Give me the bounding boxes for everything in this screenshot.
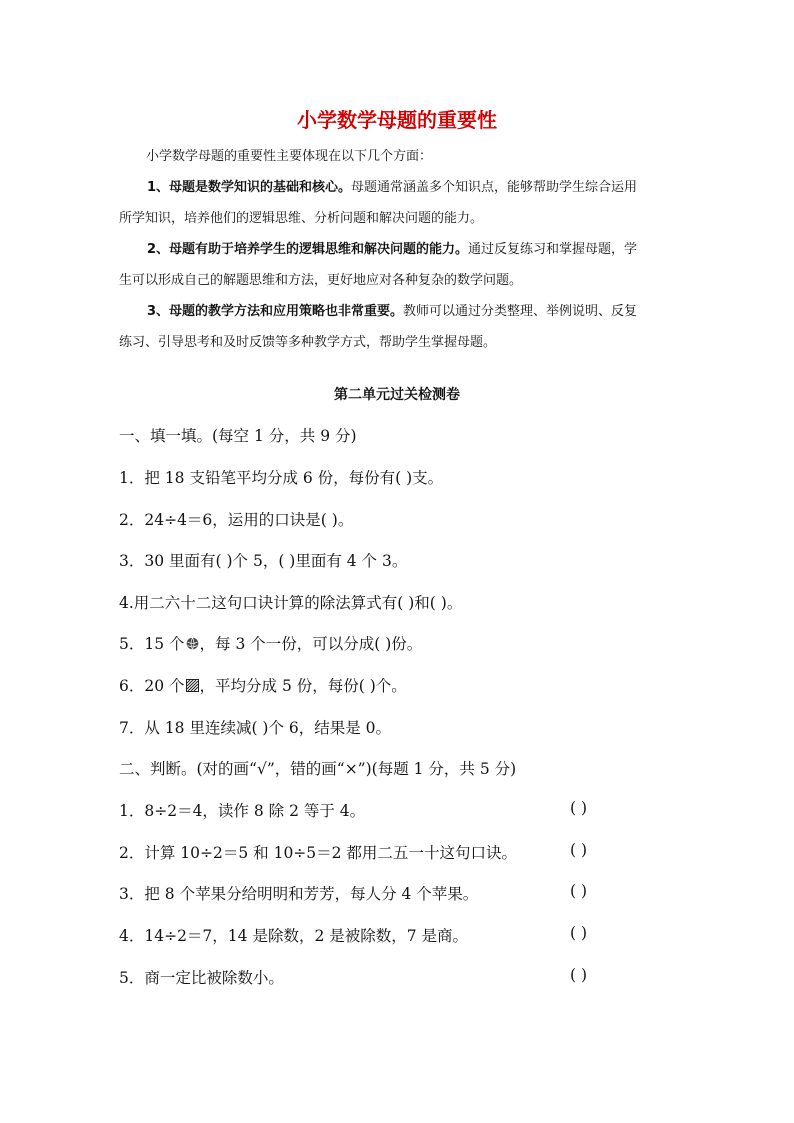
fill-question-5-part-b: ，每 3 个一份，可以分成( )份。 [199,635,423,653]
fill-question-6 [119,674,407,696]
fill-question-6-part-a: 6．20 个 [119,677,185,695]
judge-answer-blank-4: ( ) [570,924,588,942]
fill-question-1: 1．把 18 支铅笔平均分成 6 份，每份有( )支。 [119,469,444,487]
point-2-line2: 生可以形成自己的解题思维和方法，更好地应对各种复杂的数学问题。 [119,273,523,288]
point-1-lead: 1、母题是数学知识的基础和核心。 [147,180,352,195]
intro-text: 小学数学母题的重要性主要体现在以下几个方面： [146,149,433,164]
point-1-line2: 所学知识，培养他们的逻辑思维、分析问题和解决问题的能力。 [119,211,484,226]
page-title: 小学数学母题的重要性 [297,108,497,132]
fill-question-4: 4.用二六十二这句口诀计算的除法算式有( )和( )。 [119,594,463,612]
fill-question-7: 7．从 18 里连续减( )个 6，结果是 0。 [119,719,392,737]
exam-title: 第二单元过关检测卷 [334,387,460,403]
judge-answer-blank-1: ( ) [570,799,588,817]
fill-question-5-part-a: 5．15 个 [119,635,185,653]
judge-answer-blank-2: ( ) [570,841,588,859]
judge-question-3: 3．把 8 个苹果分给明明和芳芳，每人分 4 个苹果。 [119,885,479,903]
point-2 [119,234,679,296]
judge-answer-blank-3: ( ) [570,882,588,900]
ball-icon [186,637,199,650]
section-2-heading: 二、判断。(对的画“√”，错的画“×”)(每题 1 分，共 5 分) [119,760,517,778]
fill-question-2: 2．24÷4＝6，运用的口诀是( )。 [119,511,354,529]
point-3-line1: 教师可以通过分类整理、举例说明、反复 [403,304,638,319]
fill-question-5 [119,632,422,654]
judge-question-4: 4．14÷2＝7，14 是除数，2 是被除数，7 是商。 [119,927,469,945]
judge-question-5: 5．商一定比被除数小。 [119,969,284,987]
judge-question-2: 2．计算 10÷2＝5 和 10÷5＝2 都用二五一十这句口诀。 [119,844,517,862]
patterned-square-icon [186,679,199,692]
point-2-line1: 通过反复练习和掌握母题，学 [468,242,638,257]
fill-question-3: 3．30 里面有( )个 5，( )里面有 4 个 3。 [119,552,408,570]
judge-question-1: 1．8÷2＝4，读作 8 除 2 等于 4。 [119,802,366,820]
point-1 [119,172,679,234]
point-1-line1: 母题通常涵盖多个知识点，能够帮助学生综合运用 [351,180,638,195]
point-3 [119,296,679,358]
point-2-lead: 2、母题有助于培养学生的逻辑思维和解决问题的能力。 [147,242,469,257]
point-3-line2: 练习、引导思考和及时反馈等多种教学方式，帮助学生掌握母题。 [119,335,497,350]
point-3-lead: 3、母题的教学方法和应用策略也非常重要。 [147,304,404,319]
section-1-heading: 一、填一填。(每空 1 分，共 9 分) [119,427,357,445]
judge-answer-blank-5: ( ) [570,966,588,984]
fill-question-6-part-b: ，平均分成 5 份，每份( )个。 [199,677,407,695]
